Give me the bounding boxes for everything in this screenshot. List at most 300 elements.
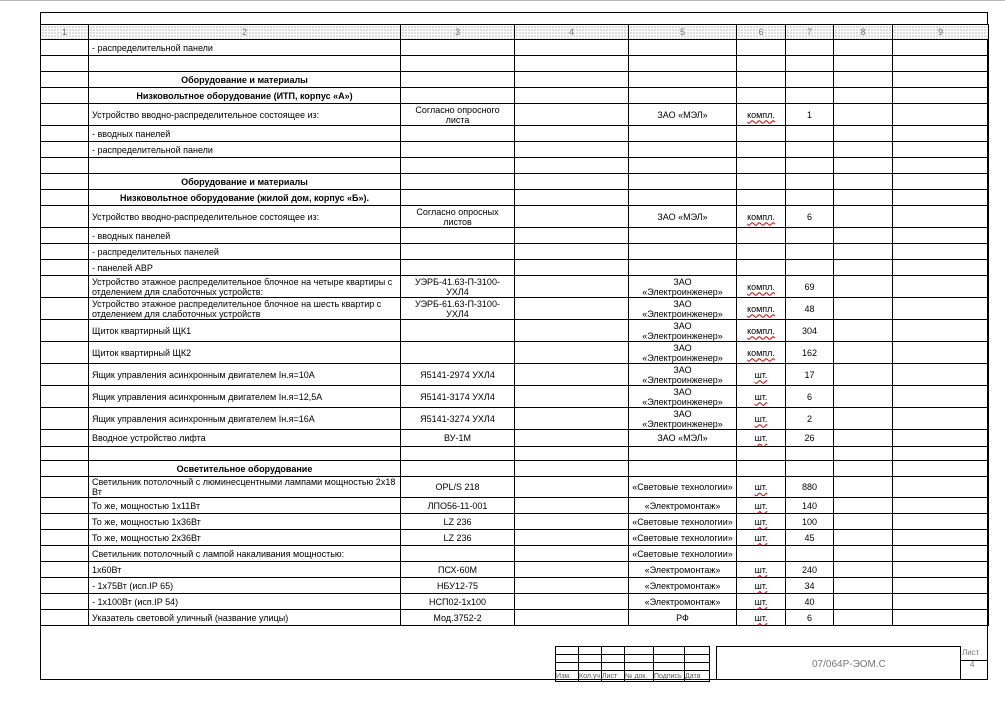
manufacturer-cell: [629, 260, 737, 276]
manufacturer-cell: [629, 72, 737, 88]
title-block-cell: [579, 663, 602, 671]
note-cell: [893, 447, 989, 461]
note-cell: [893, 260, 989, 276]
column-number: 4: [515, 25, 629, 40]
name-cell: - вводных панелей: [89, 228, 401, 244]
unit-cell: [737, 142, 786, 158]
title-block-cell: [654, 647, 685, 655]
unit-cell: [737, 260, 786, 276]
name-cell: - распределительной панели: [89, 40, 401, 56]
note-cell: [893, 342, 989, 364]
type-cell: ПСХ-60М: [401, 562, 515, 578]
column-number: 6: [737, 25, 786, 40]
title-block-col-label: Лист: [602, 671, 625, 682]
unit-cell: [737, 244, 786, 260]
manufacturer-cell: [629, 158, 737, 174]
note-cell: [893, 386, 989, 408]
type-cell: [401, 447, 515, 461]
unit-cell: [737, 72, 786, 88]
pos-cell: [41, 40, 89, 56]
pos-cell: [41, 562, 89, 578]
manufacturer-cell: «Электромонтаж»: [629, 594, 737, 610]
unit-cell: [737, 88, 786, 104]
manufacturer-cell: [629, 56, 737, 72]
type-cell: [401, 320, 515, 342]
mass-cell: [834, 386, 893, 408]
title-block-col-label: Изм.: [556, 671, 579, 682]
type-cell: [401, 461, 515, 477]
top-border-line: [0, 0, 1005, 1]
pos-cell: [41, 126, 89, 142]
mass-cell: [834, 430, 893, 447]
column-number: 9: [893, 25, 989, 40]
mass-cell: [834, 56, 893, 72]
title-block-cell: [625, 655, 654, 663]
title-block-col-label: Дата: [685, 671, 710, 682]
unit-cell: [737, 546, 786, 562]
name-cell: - распределительной панели: [89, 142, 401, 158]
table-row: [41, 40, 989, 56]
note-cell: [893, 461, 989, 477]
quantity-cell: [786, 190, 834, 206]
quantity-cell: [786, 546, 834, 562]
mass-cell: [834, 342, 893, 364]
quantity-cell: 140: [786, 498, 834, 514]
note-cell: [893, 190, 989, 206]
title-block-col-label: № док.: [625, 671, 654, 682]
manufacturer-cell: «Световые технологии»: [629, 530, 737, 546]
pos-cell: [41, 408, 89, 430]
unit-text: шт.: [754, 596, 768, 607]
code-cell: [515, 320, 629, 342]
code-cell: [515, 562, 629, 578]
mass-cell: [834, 190, 893, 206]
table-row: [41, 530, 989, 546]
table-row: [41, 461, 989, 477]
note-cell: [893, 594, 989, 610]
code-cell: [515, 364, 629, 386]
unit-cell: [737, 228, 786, 244]
pos-cell: [41, 158, 89, 174]
unit-text: шт.: [754, 500, 768, 511]
manufacturer-cell: «Электромонтаж»: [629, 498, 737, 514]
manufacturer-cell: РФ: [629, 610, 737, 626]
mass-cell: [834, 126, 893, 142]
type-cell: [401, 40, 515, 56]
type-cell: [401, 546, 515, 562]
name-cell: [89, 447, 401, 461]
code-cell: [515, 260, 629, 276]
type-cell: Мод.3752-2: [401, 610, 515, 626]
type-cell: ЛПО56-11-001: [401, 498, 515, 514]
mass-cell: [834, 244, 893, 260]
title-line: [716, 646, 960, 647]
unit-cell: [737, 461, 786, 477]
note-cell: [893, 244, 989, 260]
manufacturer-cell: ЗАО «Электроинженер»: [629, 320, 737, 342]
unit-cell: [737, 408, 786, 430]
table-row: [41, 546, 989, 562]
name-cell: Ящик управления асинхронным двигателем Iн.я=16А: [89, 408, 401, 430]
pos-cell: [41, 514, 89, 530]
column-number: 8: [834, 25, 893, 40]
pos-cell: [41, 260, 89, 276]
title-block-col-label: Кол.уч: [579, 672, 600, 680]
code-cell: [515, 298, 629, 320]
mass-cell: [834, 228, 893, 244]
pos-cell: [41, 88, 89, 104]
unit-cell: [737, 40, 786, 56]
pos-cell: [41, 206, 89, 228]
name-cell: Осветительное оборудование: [89, 461, 401, 477]
mass-cell: [834, 578, 893, 594]
manufacturer-cell: [629, 447, 737, 461]
name-cell: То же, мощностью 2х36Вт: [89, 530, 401, 546]
unit-text: компл.: [747, 303, 775, 314]
pos-cell: [41, 477, 89, 498]
unit-cell: [737, 610, 786, 626]
pos-cell: [41, 546, 89, 562]
quantity-cell: [786, 260, 834, 276]
title-block-col-label: Подпись: [654, 671, 685, 682]
manufacturer-cell: «Световые технологии»: [629, 546, 737, 562]
table-row: [41, 514, 989, 530]
unit-text: шт.: [754, 516, 768, 527]
unit-text: компл.: [747, 281, 775, 292]
name-cell: Устройство этажное распределительное блочное на четыре квартиры с отделением для слаботочных устройств:: [89, 276, 401, 298]
unit-cell: [737, 562, 786, 578]
code-cell: [515, 142, 629, 158]
code-cell: [515, 228, 629, 244]
name-cell: Указатель световой уличный (название улицы): [89, 610, 401, 626]
unit-text: шт.: [754, 433, 768, 443]
title-block-cell: [579, 647, 602, 655]
quantity-cell: 880: [786, 477, 834, 498]
unit-cell: [737, 104, 786, 126]
code-cell: [515, 126, 629, 142]
mass-cell: [834, 546, 893, 562]
mass-cell: [834, 461, 893, 477]
title-block-cell: [556, 647, 579, 655]
column-number: 1: [41, 25, 89, 40]
pos-cell: [41, 142, 89, 158]
mass-cell: [834, 104, 893, 126]
title-block-cell: [625, 663, 654, 671]
table-row: [41, 610, 989, 626]
manufacturer-cell: ЗАО «Электроинженер»: [629, 386, 737, 408]
manufacturer-cell: [629, 40, 737, 56]
code-cell: [515, 190, 629, 206]
quantity-cell: [786, 447, 834, 461]
pos-cell: [41, 498, 89, 514]
table-row: [41, 206, 989, 228]
mass-cell: [834, 158, 893, 174]
manufacturer-cell: [629, 244, 737, 260]
note-cell: [893, 56, 989, 72]
note-cell: [893, 126, 989, 142]
name-cell: То же, мощностью 1х36Вт: [89, 514, 401, 530]
pos-cell: [41, 298, 89, 320]
unit-text: шт.: [754, 564, 768, 575]
note-cell: [893, 498, 989, 514]
code-cell: [515, 386, 629, 408]
type-cell: Согласно опросного листа: [401, 104, 515, 126]
note-cell: [893, 40, 989, 56]
manufacturer-cell: [629, 174, 737, 190]
pos-cell: [41, 530, 89, 546]
pos-cell: [41, 610, 89, 626]
title-block-grid: [555, 646, 710, 682]
pos-cell: [41, 56, 89, 72]
table-row: [41, 364, 989, 386]
table-row: [41, 408, 989, 430]
manufacturer-cell: [629, 228, 737, 244]
code-cell: [515, 546, 629, 562]
table-row: [41, 298, 989, 320]
quantity-cell: 304: [786, 320, 834, 342]
code-cell: [515, 158, 629, 174]
mass-cell: [834, 477, 893, 498]
title-divider: [960, 646, 961, 680]
note-cell: [893, 142, 989, 158]
note-cell: [893, 562, 989, 578]
code-cell: [515, 447, 629, 461]
type-cell: [401, 56, 515, 72]
title-block-row: [556, 647, 710, 655]
name-cell: Светильник потолочный с лампой накаливания мощностью:: [89, 546, 401, 562]
table-row: [41, 276, 989, 298]
table-row: [41, 72, 989, 88]
table-row: [41, 174, 989, 190]
column-number: 2: [89, 25, 401, 40]
mass-cell: [834, 298, 893, 320]
type-cell: [401, 190, 515, 206]
unit-cell: [737, 56, 786, 72]
mass-cell: [834, 88, 893, 104]
unit-cell: [737, 126, 786, 142]
name-cell: 1х60Вт: [89, 562, 401, 578]
code-cell: [515, 477, 629, 498]
title-block-cell: [602, 647, 625, 655]
mass-cell: [834, 174, 893, 190]
quantity-cell: 26: [786, 430, 834, 447]
quantity-cell: [786, 72, 834, 88]
name-cell: [89, 158, 401, 174]
note-cell: [893, 104, 989, 126]
table-row: [41, 88, 989, 104]
title-block-cell: [602, 655, 625, 663]
quantity-cell: [786, 461, 834, 477]
pos-cell: [41, 276, 89, 298]
manufacturer-cell: [629, 190, 737, 206]
table-row: [41, 578, 989, 594]
name-cell: - 1х100Вт (исп.IP 54): [89, 594, 401, 610]
manufacturer-cell: ЗАО «МЭЛ»: [629, 206, 737, 228]
table-row: [41, 342, 989, 364]
quantity-cell: [786, 40, 834, 56]
quantity-cell: 6: [786, 610, 834, 626]
name-cell: Оборудование и материалы: [89, 72, 401, 88]
mass-cell: [834, 320, 893, 342]
unit-cell: [737, 276, 786, 298]
mass-cell: [834, 72, 893, 88]
title-block: [555, 646, 988, 680]
name-cell: То же, мощностью 1х11Вт: [89, 498, 401, 514]
note-cell: [893, 298, 989, 320]
table-row: [41, 477, 989, 498]
type-cell: Я5141-3174 УХЛ4: [401, 386, 515, 408]
sheet-number: 4: [970, 660, 975, 669]
name-cell: Низковольтное оборудование (жилой дом, корпус «Б»).: [89, 190, 401, 206]
manufacturer-cell: «Световые технологии»: [629, 477, 737, 498]
manufacturer-cell: ЗАО «Электроинженер»: [629, 342, 737, 364]
name-cell: Светильник потолочный с люминесцентными лампами мощностью 2х18 Вт: [89, 477, 401, 498]
unit-cell: [737, 477, 786, 498]
column-number: 5: [629, 25, 737, 40]
code-cell: [515, 72, 629, 88]
column-number-row: [41, 25, 989, 40]
unit-cell: [737, 320, 786, 342]
pos-cell: [41, 174, 89, 190]
quantity-cell: 48: [786, 298, 834, 320]
type-cell: [401, 174, 515, 190]
quantity-cell: [786, 228, 834, 244]
unit-cell: [737, 190, 786, 206]
name-cell: - вводных панелей: [89, 126, 401, 142]
note-cell: [893, 430, 989, 447]
quantity-cell: 17: [786, 364, 834, 386]
table-row: [41, 104, 989, 126]
specification-table: [40, 24, 989, 626]
code-cell: [515, 342, 629, 364]
code-cell: [515, 514, 629, 530]
mass-cell: [834, 530, 893, 546]
code-cell: [515, 276, 629, 298]
unit-text: шт.: [754, 369, 768, 380]
note-cell: [893, 206, 989, 228]
manufacturer-cell: ЗАО «Электроинженер»: [629, 364, 737, 386]
table-row: [41, 447, 989, 461]
unit-cell: [737, 530, 786, 546]
pos-cell: [41, 461, 89, 477]
pos-cell: [41, 244, 89, 260]
quantity-cell: 1: [786, 104, 834, 126]
manufacturer-cell: «Электромонтаж»: [629, 578, 737, 594]
name-cell: Ящик управления асинхронным двигателем Iн.я=10А: [89, 364, 401, 386]
mass-cell: [834, 498, 893, 514]
type-cell: [401, 260, 515, 276]
type-cell: [401, 72, 515, 88]
table-row: [41, 142, 989, 158]
name-cell: Оборудование и материалы: [89, 174, 401, 190]
pos-cell: [41, 104, 89, 126]
unit-text: компл.: [747, 211, 775, 222]
type-cell: LZ 236: [401, 530, 515, 546]
title-block-cell: [654, 655, 685, 663]
type-cell: НСП02-1х100: [401, 594, 515, 610]
note-cell: [893, 158, 989, 174]
note-cell: [893, 320, 989, 342]
code-cell: [515, 530, 629, 546]
table-row: [41, 56, 989, 72]
unit-cell: [737, 298, 786, 320]
title-block-cell: [685, 647, 710, 655]
name-cell: - панелей АВР: [89, 260, 401, 276]
pos-cell: [41, 228, 89, 244]
title-block-row: [556, 671, 710, 682]
unit-text: шт.: [754, 391, 768, 402]
code-cell: [515, 104, 629, 126]
unit-text: шт.: [754, 580, 768, 591]
unit-cell: [737, 430, 786, 447]
manufacturer-cell: ЗАО «Электроинженер»: [629, 276, 737, 298]
quantity-cell: 100: [786, 514, 834, 530]
quantity-cell: 69: [786, 276, 834, 298]
title-block-cell: [556, 663, 579, 671]
code-cell: [515, 610, 629, 626]
table-row: [41, 320, 989, 342]
type-cell: ВУ-1М: [401, 430, 515, 447]
mass-cell: [834, 594, 893, 610]
unit-text: компл.: [747, 109, 775, 120]
table-row: [41, 430, 989, 447]
title-block-cell: [579, 655, 602, 663]
manufacturer-cell: «Электромонтаж»: [629, 562, 737, 578]
unit-cell: [737, 594, 786, 610]
name-cell: Щиток квартирный ЩК1: [89, 320, 401, 342]
unit-cell: [737, 342, 786, 364]
table-row: [41, 190, 989, 206]
unit-text: шт.: [754, 532, 768, 543]
unit-cell: [737, 447, 786, 461]
name-cell: Вводное устройство лифта: [89, 430, 401, 447]
pos-cell: [41, 190, 89, 206]
type-cell: [401, 126, 515, 142]
type-cell: [401, 228, 515, 244]
table-row: [41, 562, 989, 578]
pos-cell: [41, 430, 89, 447]
table-row: [41, 228, 989, 244]
quantity-cell: 45: [786, 530, 834, 546]
type-cell: УЭРБ-61.63-П-3100-УХЛ4: [401, 298, 515, 320]
mass-cell: [834, 142, 893, 158]
note-cell: [893, 530, 989, 546]
unit-cell: [737, 158, 786, 174]
quantity-cell: [786, 88, 834, 104]
table-row: [41, 158, 989, 174]
quantity-cell: [786, 174, 834, 190]
note-cell: [893, 578, 989, 594]
note-cell: [893, 364, 989, 386]
quantity-cell: 40: [786, 594, 834, 610]
code-cell: [515, 56, 629, 72]
manufacturer-cell: [629, 126, 737, 142]
column-number: 7: [786, 25, 834, 40]
type-cell: [401, 142, 515, 158]
unit-cell: [737, 206, 786, 228]
unit-text: компл.: [747, 347, 775, 358]
sheet-label: Лист: [962, 648, 980, 657]
type-cell: Согласно опросных листов: [401, 206, 515, 228]
code-cell: [515, 498, 629, 514]
note-cell: [893, 477, 989, 498]
pos-cell: [41, 320, 89, 342]
note-cell: [893, 174, 989, 190]
title-block-cell: [685, 663, 710, 671]
quantity-cell: 162: [786, 342, 834, 364]
manufacturer-cell: ЗАО «Электроинженер»: [629, 408, 737, 430]
mass-cell: [834, 408, 893, 430]
